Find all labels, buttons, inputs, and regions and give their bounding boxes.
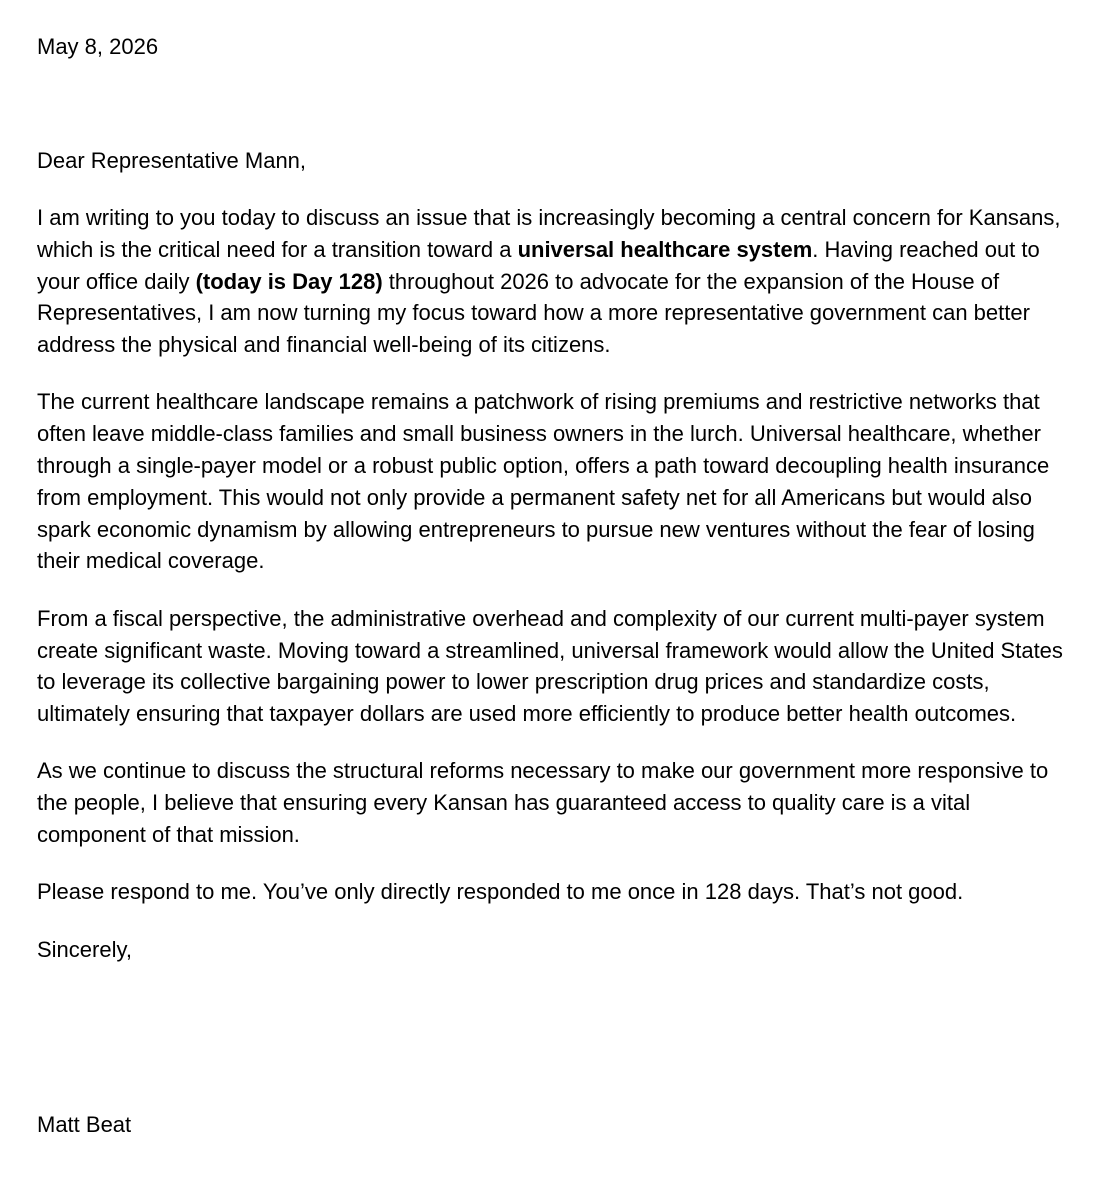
paragraph-intro-part-c: . Having reached out to your office daily <box>37 236 1040 294</box>
paragraph-intro-part-a: I am writing to you today to discuss an issue that is increasingly becoming a central concern for Kansans, which is the critical need for a transition toward a <box>37 205 1061 262</box>
emphasis-day-count: (today is Day 128) <box>195 268 383 294</box>
paragraph-reforms: As we continue to discuss the structural reforms necessary to make our government more responsive to the people, I believe that ensuring every Kansan has guaranteed access to quality care is a vital component of that mission. <box>37 758 1049 848</box>
letter-date: May 8, 2026 <box>37 34 159 59</box>
closing: Sincerely, <box>37 936 132 962</box>
salutation: Dear Representative Mann, <box>37 148 307 173</box>
paragraph-landscape: The current healthcare landscape remains a patchwork of rising premiums and restrictive networks that often leave middle-class families and small business owners in the lurch. Universal healthcare, whether through a single-payer model or a robust public option, offers a path toward decoupling health insurance from employment. This would not only provide a permanent safety net for all Americans but would also spark economic dynamism by allowing entrepreneurs to pursue new ventures without the fear of losing their medical coverage. <box>37 389 1050 574</box>
paragraph-request: Please respond to me. You’ve only directly responded to me once in 128 days. That’s not good. <box>37 879 964 905</box>
emphasis-universal-healthcare: universal healthcare system <box>517 236 813 262</box>
signature-name: Matt Beat <box>37 1112 132 1137</box>
paragraph-intro <box>37 202 1067 361</box>
paragraph-fiscal: From a fiscal perspective, the administrative overhead and complexity of our current multi-payer system create significant waste. Moving toward a streamlined, universal framework would allow the United States to leverage its collective bargaining power to lower prescription drug prices and standardize costs, ultimately ensuring that taxpayer dollars are used more efficiently to produce better health outcomes. <box>37 605 1063 727</box>
letter-body <box>37 202 1067 991</box>
paragraph-intro-part-e: throughout 2026 to advocate for the expansion of the House of Representatives, I am now turning my focus toward how a more representative government can better address the physical and financial well-being of its citizens. <box>37 268 1030 358</box>
